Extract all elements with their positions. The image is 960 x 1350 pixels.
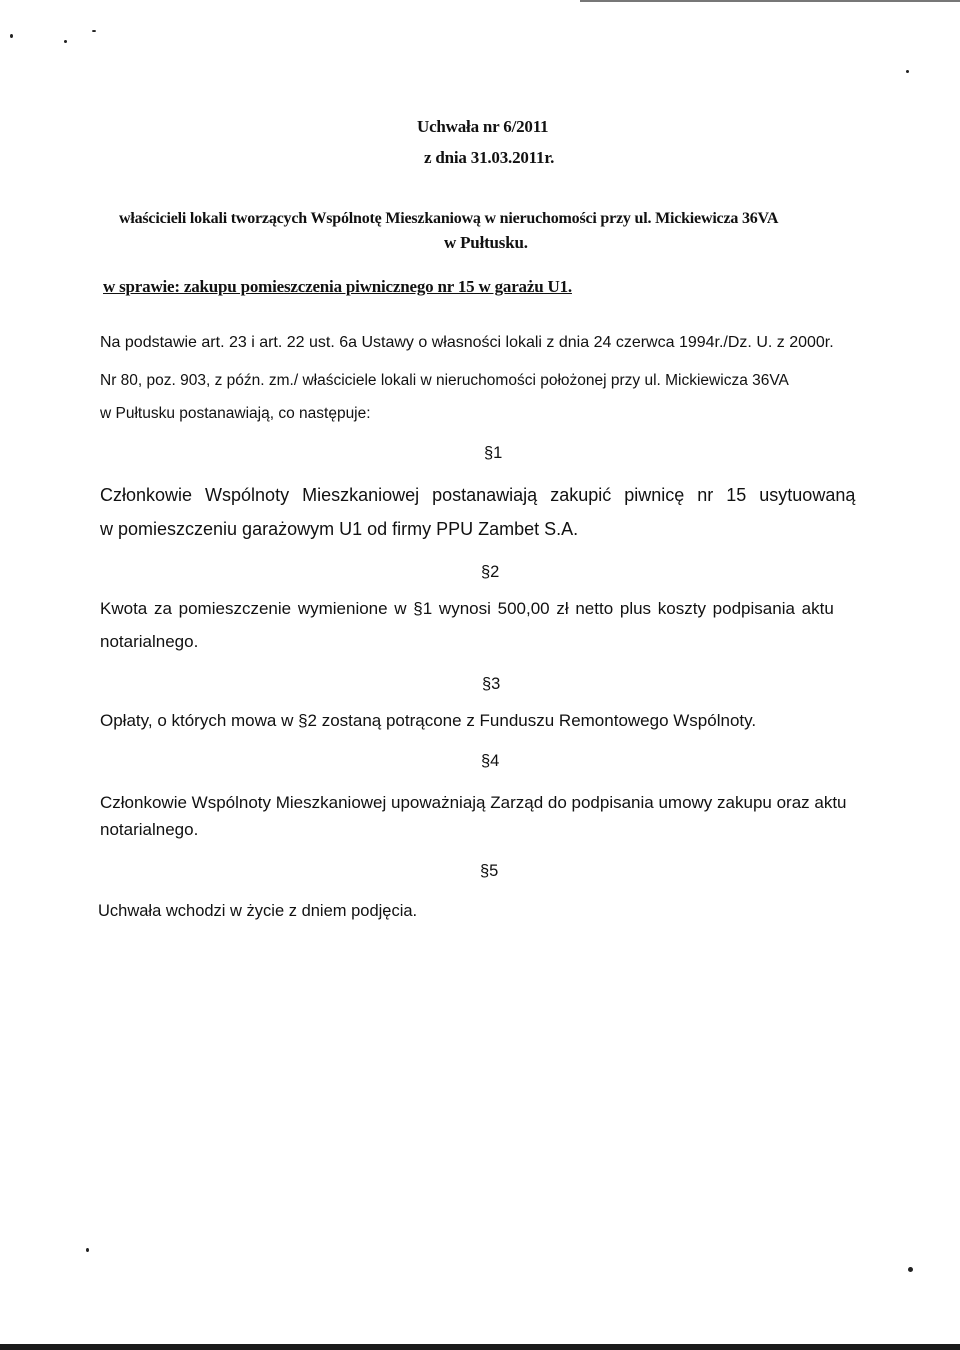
section-text-line: notarialnego. [100,632,199,651]
resolution-subject: w sprawie: zakupu pomieszczenia piwnicznego nr 15 w garażu U1. [103,277,572,296]
section-heading: §4 [481,752,500,770]
preamble-line-3: w Pułtusku postanawiają, co następuje: [100,405,371,422]
preamble-line-1: Na podstawie art. 23 i art. 22 ust. 6a Ustawy o własności lokali z dnia 24 czerwca 1994r./Dz. U. z 2000r. [100,334,834,351]
section-heading: §2 [481,563,500,581]
resolution-title: Uchwała nr 6/2011 [417,117,549,136]
resolution-date: z dnia 31.03.2011r. [424,148,555,167]
scan-speck [906,70,909,73]
section-text-line: w pomieszczeniu garażowym U1 od firmy PPU Zambet S.A. [100,519,579,539]
scan-speck [86,1248,89,1252]
scan-speck [10,34,13,38]
scan-edge-top [580,0,960,2]
section-heading: §1 [484,444,503,462]
section-text-line: Członkowie Wspólnoty Mieszkaniowej postanawiają zakupić piwnicę nr 15 usytuowaną [100,485,856,505]
section-heading: §3 [482,675,501,693]
issuer-line-2: w Pułtusku. [444,233,528,252]
scan-speck [92,30,96,32]
issuer-line-1: właścicieli lokali tworzących Wspólnotę Mieszkaniową w nieruchomości przy ul. Mickiewicza 36VA [119,210,779,227]
section-text-line: Opłaty, o których mowa w §2 zostaną potrącone z Funduszu Remontowego Wspólnoty. [100,711,757,730]
preamble-line-2: Nr 80, poz. 903, z późn. zm./ właściciele lokali w nieruchomości położonej przy ul. Mickiewicza 36VA [100,372,789,389]
section-text-line: Kwota za pomieszczenie wymienione w §1 wynosi 500,00 zł netto plus koszty podpisania aktu [100,599,834,618]
section-text-line: Uchwała wchodzi w życie z dniem podjęcia. [98,902,418,920]
section-text-line: Członkowie Wspólnoty Mieszkaniowej upoważniają Zarząd do podpisania umowy zakupu oraz aktu [100,793,847,812]
scan-speck [908,1267,913,1272]
scan-edge-bottom [0,1344,960,1350]
scan-speck [64,40,67,43]
section-heading: §5 [480,862,499,880]
section-text-line: notarialnego. [100,820,199,839]
